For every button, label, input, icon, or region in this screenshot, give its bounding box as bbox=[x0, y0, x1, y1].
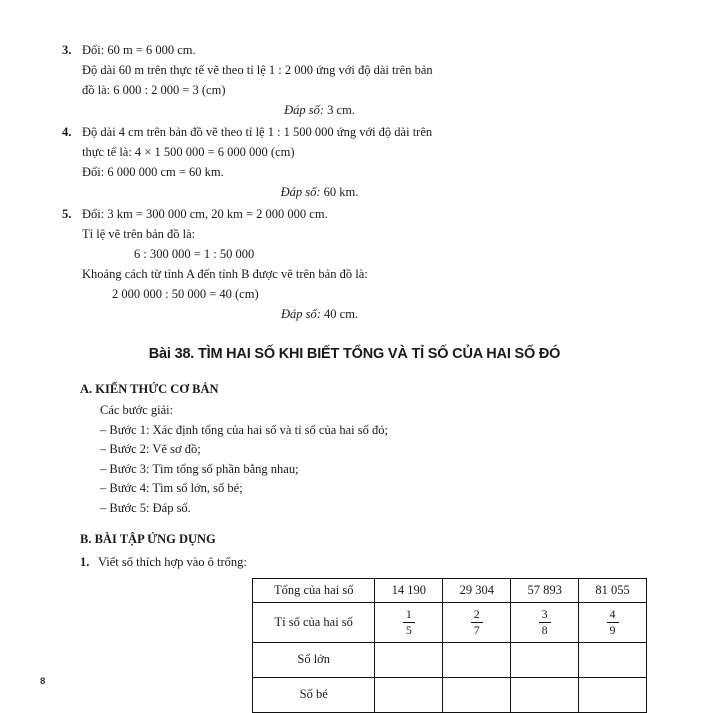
exercise-number: 5. bbox=[62, 207, 72, 221]
exercise-number: 3. bbox=[62, 43, 72, 57]
fraction-denominator: 9 bbox=[609, 622, 616, 637]
step-item: – Bước 2: Vẽ sơ đồ; bbox=[100, 442, 201, 456]
table-cell: 57 893 bbox=[511, 579, 579, 603]
fraction bbox=[403, 607, 415, 637]
question-text: Viết số thích hợp vào ô trống: bbox=[98, 555, 247, 569]
exercise-equation: 6 : 300 000 = 1 : 50 000 bbox=[134, 247, 255, 261]
answer-value: 3 cm. bbox=[327, 103, 355, 117]
step-item: – Bước 4: Tìm số lớn, số bé; bbox=[100, 481, 243, 495]
step-item: – Bước 5: Đáp số. bbox=[100, 500, 191, 515]
exercise-line: Đổi: 6 000 000 cm = 60 km. bbox=[82, 165, 224, 179]
exercise-body bbox=[82, 40, 647, 120]
table-cell-fraction bbox=[579, 603, 647, 643]
section-a-heading: A. KIẾN THỨC CƠ BẢN bbox=[80, 382, 219, 396]
exercise-5 bbox=[62, 204, 647, 324]
answer-line bbox=[82, 182, 647, 202]
exercise-line: Đổi: 3 km = 300 000 cm, 20 km = 2 000 000 cm. bbox=[82, 207, 328, 221]
row-label: Tỉ số của hai số bbox=[253, 603, 375, 643]
table-cell: 81 055 bbox=[579, 579, 647, 603]
answer-value: 60 km. bbox=[323, 185, 359, 199]
exercise-line: thực tế là: 4 × 1 500 000 = 6 000 000 (cm) bbox=[82, 145, 295, 159]
table-cell-empty[interactable] bbox=[443, 677, 511, 712]
fraction-denominator: 7 bbox=[473, 622, 480, 637]
exercise-table bbox=[252, 578, 647, 713]
row-label: Số bé bbox=[253, 677, 375, 712]
table-row bbox=[253, 642, 647, 677]
answer-line bbox=[82, 304, 647, 324]
exercise-line: Tỉ lệ vẽ trên bản đồ là: bbox=[82, 227, 196, 241]
table-cell-empty[interactable] bbox=[511, 642, 579, 677]
answer-line bbox=[82, 100, 647, 120]
exercise-line: Đổi: 60 m = 6 000 cm. bbox=[82, 43, 196, 57]
table-cell-empty[interactable] bbox=[443, 642, 511, 677]
table-cell-fraction bbox=[443, 603, 511, 643]
exercise-number: 4. bbox=[62, 125, 72, 139]
step-item: – Bước 3: Tìm tổng số phần bằng nhau; bbox=[100, 461, 299, 476]
exercise-line: Độ dài 4 cm trên bản đồ vẽ theo tỉ lệ 1 : 1 500 000 ứng với độ dài trên bbox=[82, 125, 433, 139]
table-row bbox=[253, 603, 647, 643]
table-cell-empty[interactable] bbox=[579, 677, 647, 712]
table-cell-empty[interactable] bbox=[375, 677, 443, 712]
answer-label: Đáp số: bbox=[280, 307, 321, 321]
row-label: Số lớn bbox=[253, 642, 375, 677]
fraction bbox=[607, 607, 619, 637]
table-row bbox=[253, 579, 647, 603]
exercise-equation: 2 000 000 : 50 000 = 40 (cm) bbox=[112, 287, 259, 301]
question-number: 1. bbox=[80, 555, 90, 569]
section-b-heading: B. BÀI TẬP ỨNG DỤNG bbox=[80, 532, 216, 546]
answer-label: Đáp số: bbox=[280, 185, 321, 199]
fraction-denominator: 8 bbox=[541, 622, 548, 637]
exercise-line: Khoảng cách từ tỉnh A đến tỉnh B được vẽ trên bản đồ là: bbox=[82, 267, 368, 281]
page-number: 8 bbox=[40, 676, 46, 687]
row-label: Tổng của hai số bbox=[253, 579, 375, 603]
table-cell-empty[interactable] bbox=[511, 677, 579, 712]
fraction-numerator: 2 bbox=[471, 608, 483, 623]
section-a-intro: Các bước giải: bbox=[100, 403, 174, 417]
table-cell-fraction bbox=[375, 603, 443, 643]
exercise-body bbox=[82, 204, 647, 324]
exercise-line: đồ là: 6 000 : 2 000 = 3 (cm) bbox=[82, 83, 226, 97]
table-cell-empty[interactable] bbox=[579, 642, 647, 677]
table-cell: 29 304 bbox=[443, 579, 511, 603]
table-cell-empty[interactable] bbox=[375, 642, 443, 677]
fraction-numerator: 4 bbox=[607, 608, 619, 623]
exercise-line: Độ dài 60 m trên thực tế vẽ theo tỉ lệ 1 : 2 000 ứng với độ dài trên bản bbox=[82, 63, 433, 77]
fraction bbox=[539, 607, 551, 637]
exercise-body bbox=[82, 122, 647, 202]
fraction-numerator: 1 bbox=[403, 608, 415, 623]
answer-value: 40 cm. bbox=[324, 307, 359, 321]
table-row bbox=[253, 677, 647, 712]
chapter-title: Bài 38. TÌM HAI SỐ KHI BIẾT TỔNG VÀ TỈ SỐ CỦA HAI SỐ ĐÓ bbox=[148, 346, 561, 362]
fraction-numerator: 3 bbox=[539, 608, 551, 623]
exercise-3 bbox=[62, 40, 647, 120]
exercise-4 bbox=[62, 122, 647, 202]
answer-label: Đáp số: bbox=[284, 103, 325, 117]
fraction-denominator: 5 bbox=[405, 622, 412, 637]
fraction bbox=[471, 607, 483, 637]
table-cell: 14 190 bbox=[375, 579, 443, 603]
table-cell-fraction bbox=[511, 603, 579, 643]
question-1 bbox=[80, 555, 647, 570]
step-item: – Bước 1: Xác định tổng của hai số và tỉ số của hai số đó; bbox=[100, 422, 388, 437]
